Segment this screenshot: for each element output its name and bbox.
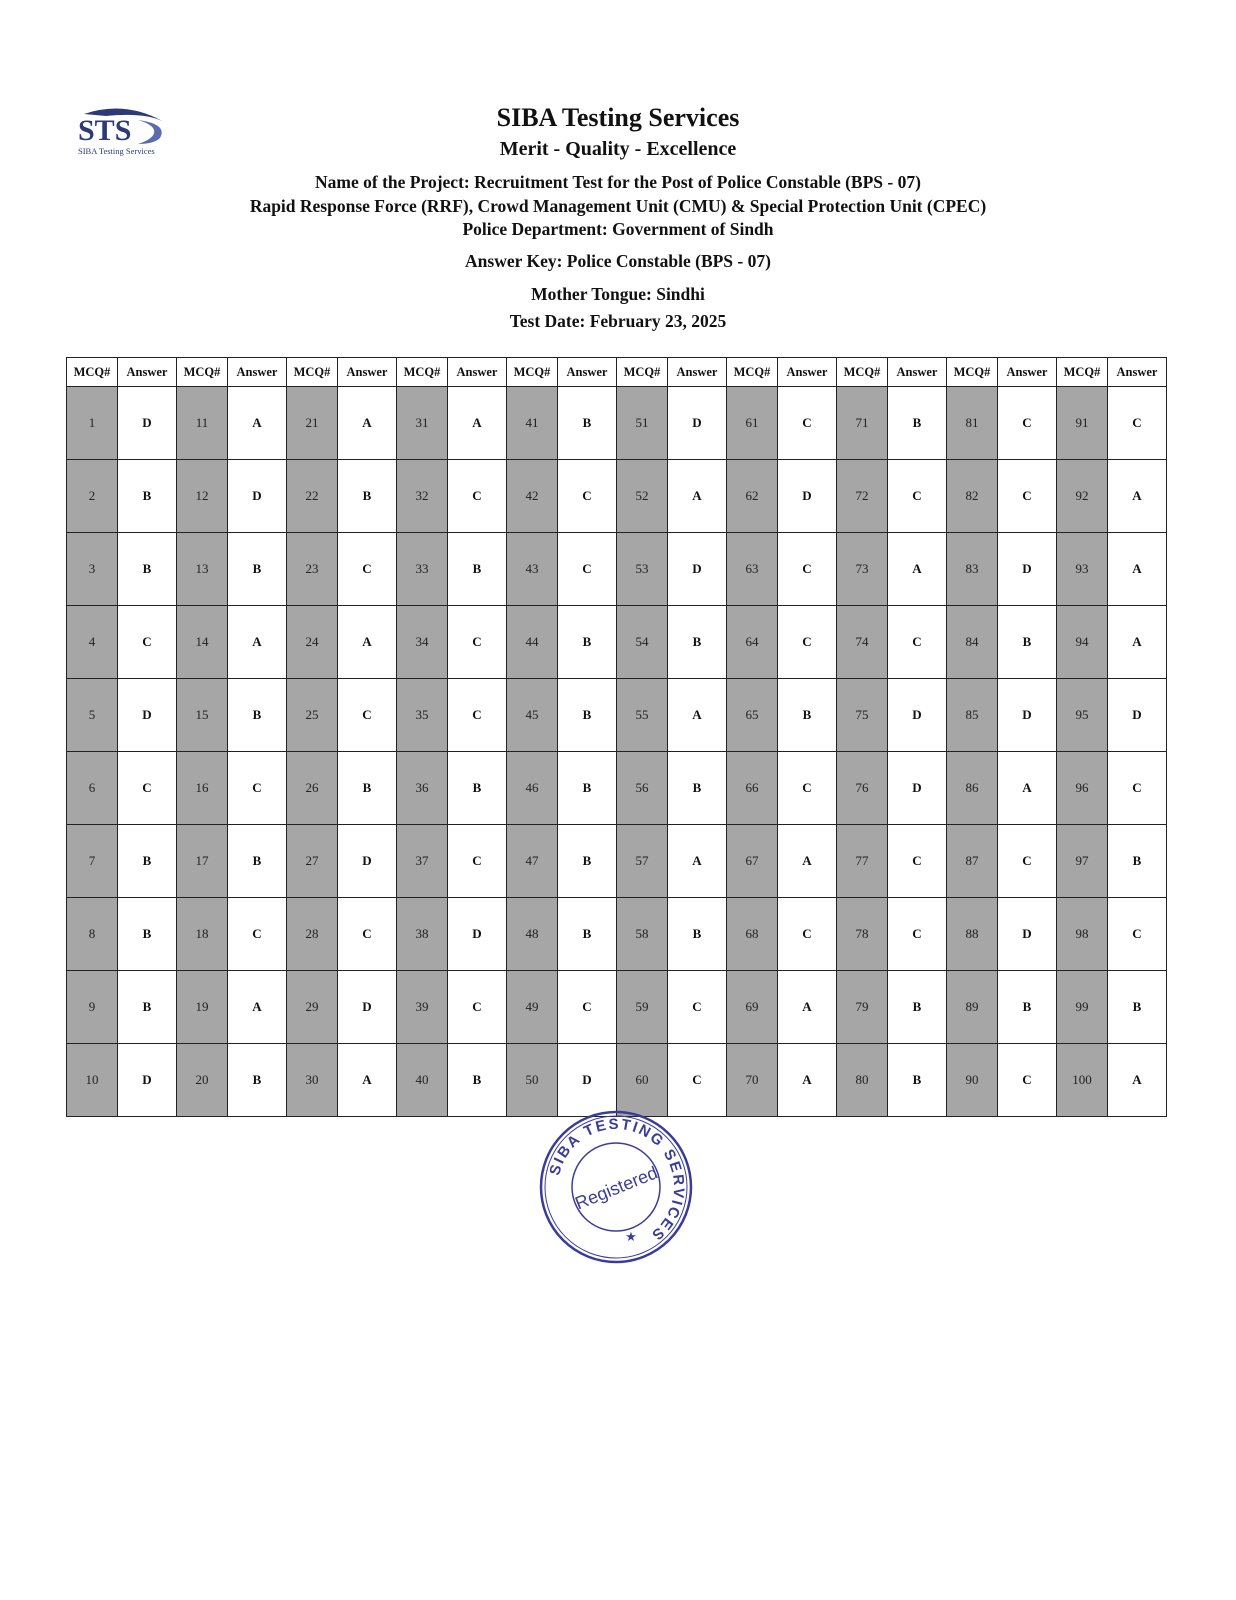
mcq-number: 46	[507, 752, 558, 825]
mcq-answer: C	[998, 460, 1057, 533]
mcq-number: 43	[507, 533, 558, 606]
mcq-number: 42	[507, 460, 558, 533]
mcq-number: 56	[617, 752, 668, 825]
mcq-answer: A	[228, 606, 287, 679]
mcq-number: 6	[67, 752, 118, 825]
mcq-answer: C	[668, 1044, 727, 1117]
mcq-number: 58	[617, 898, 668, 971]
answer-column-header: Answer	[1108, 358, 1167, 387]
mcq-number: 45	[507, 679, 558, 752]
mcq-number: 3	[67, 533, 118, 606]
mcq-number: 30	[287, 1044, 338, 1117]
mcq-number: 51	[617, 387, 668, 460]
mcq-column-header: MCQ#	[947, 358, 998, 387]
table-row	[67, 460, 1167, 533]
mcq-answer: D	[118, 1044, 177, 1117]
mcq-answer: C	[778, 606, 837, 679]
mcq-number: 13	[177, 533, 228, 606]
mcq-answer: B	[558, 387, 617, 460]
mcq-answer: B	[668, 752, 727, 825]
mcq-number: 66	[727, 752, 778, 825]
mcq-answer: B	[778, 679, 837, 752]
mcq-number: 85	[947, 679, 998, 752]
mcq-number: 87	[947, 825, 998, 898]
mcq-number: 20	[177, 1044, 228, 1117]
mcq-number: 50	[507, 1044, 558, 1117]
mcq-number: 41	[507, 387, 558, 460]
mcq-answer: C	[558, 460, 617, 533]
mcq-answer: A	[338, 606, 397, 679]
mcq-answer: C	[888, 898, 947, 971]
mcq-answer: D	[668, 387, 727, 460]
mcq-answer: C	[998, 387, 1057, 460]
mcq-number: 83	[947, 533, 998, 606]
mcq-answer: C	[228, 752, 287, 825]
mcq-number: 12	[177, 460, 228, 533]
answer-column-header: Answer	[888, 358, 947, 387]
mcq-answer: C	[1108, 898, 1167, 971]
project-units: Rapid Response Force (RRF), Crowd Management Unit (CMU) & Special Protection Unit (CPEC)	[249, 196, 987, 216]
table-row	[67, 387, 1167, 460]
mcq-answer: B	[118, 825, 177, 898]
mcq-number: 4	[67, 606, 118, 679]
mcq-column-header: MCQ#	[67, 358, 118, 387]
mcq-number: 98	[1057, 898, 1108, 971]
mcq-answer: A	[668, 825, 727, 898]
mcq-answer: D	[558, 1044, 617, 1117]
mcq-number: 11	[177, 387, 228, 460]
mcq-answer: A	[778, 1044, 837, 1117]
mcq-answer: A	[228, 387, 287, 460]
answer-key-title: Answer Key: Police Constable (BPS - 07)	[465, 251, 771, 271]
mcq-number: 22	[287, 460, 338, 533]
mcq-answer: C	[448, 679, 507, 752]
mcq-answer: D	[668, 533, 727, 606]
mcq-answer: A	[668, 460, 727, 533]
project-name: Name of the Project: Recruitment Test for the Post of Police Constable (BPS - 07)	[315, 172, 921, 192]
mcq-answer: C	[998, 825, 1057, 898]
mcq-number: 96	[1057, 752, 1108, 825]
mcq-number: 1	[67, 387, 118, 460]
mcq-answer: A	[1108, 1044, 1167, 1117]
mcq-number: 71	[837, 387, 888, 460]
mcq-number: 75	[837, 679, 888, 752]
mcq-answer: B	[118, 533, 177, 606]
mcq-answer: D	[888, 679, 947, 752]
mcq-number: 62	[727, 460, 778, 533]
mcq-number: 9	[67, 971, 118, 1044]
mcq-answer: A	[778, 971, 837, 1044]
mcq-number: 90	[947, 1044, 998, 1117]
mcq-answer: A	[998, 752, 1057, 825]
mcq-number: 80	[837, 1044, 888, 1117]
answer-key-table	[66, 357, 1167, 1117]
mcq-number: 100	[1057, 1044, 1108, 1117]
mcq-number: 77	[837, 825, 888, 898]
mcq-answer: B	[668, 606, 727, 679]
mcq-answer: B	[228, 533, 287, 606]
stamp-ring-text: SIBA TESTING SERVICES	[546, 1115, 688, 1245]
mcq-answer: C	[338, 898, 397, 971]
mcq-answer: B	[998, 971, 1057, 1044]
mcq-number: 23	[287, 533, 338, 606]
mcq-number: 67	[727, 825, 778, 898]
mcq-answer: C	[778, 752, 837, 825]
mcq-answer: C	[448, 825, 507, 898]
mcq-number: 70	[727, 1044, 778, 1117]
answer-column-header: Answer	[228, 358, 287, 387]
mcq-column-header: MCQ#	[1057, 358, 1108, 387]
mcq-answer: C	[1108, 387, 1167, 460]
logo-text: STS	[78, 114, 132, 147]
mcq-answer: B	[668, 898, 727, 971]
table-row	[67, 752, 1167, 825]
mcq-number: 99	[1057, 971, 1108, 1044]
mcq-number: 7	[67, 825, 118, 898]
mcq-number: 57	[617, 825, 668, 898]
mcq-answer: D	[338, 971, 397, 1044]
mcq-number: 92	[1057, 460, 1108, 533]
mcq-answer: C	[558, 533, 617, 606]
mcq-answer: C	[668, 971, 727, 1044]
mcq-answer: C	[888, 825, 947, 898]
mcq-answer: C	[998, 1044, 1057, 1117]
mcq-answer: A	[338, 387, 397, 460]
mcq-answer: D	[338, 825, 397, 898]
mcq-number: 38	[397, 898, 448, 971]
mcq-answer: C	[888, 460, 947, 533]
mcq-answer: B	[118, 460, 177, 533]
mcq-number: 81	[947, 387, 998, 460]
mcq-answer: C	[778, 533, 837, 606]
mcq-number: 48	[507, 898, 558, 971]
mcq-answer: D	[998, 679, 1057, 752]
mcq-answer: B	[228, 825, 287, 898]
mcq-answer: C	[118, 606, 177, 679]
mcq-answer: C	[778, 898, 837, 971]
mcq-number: 93	[1057, 533, 1108, 606]
mcq-number: 8	[67, 898, 118, 971]
mcq-number: 15	[177, 679, 228, 752]
mcq-answer: B	[558, 752, 617, 825]
mcq-answer: B	[558, 679, 617, 752]
mcq-number: 53	[617, 533, 668, 606]
mcq-answer: D	[998, 898, 1057, 971]
mcq-answer: C	[448, 971, 507, 1044]
mcq-number: 54	[617, 606, 668, 679]
mcq-answer: C	[448, 606, 507, 679]
mcq-number: 84	[947, 606, 998, 679]
mcq-answer: C	[228, 898, 287, 971]
mcq-answer: D	[1108, 679, 1167, 752]
mcq-number: 18	[177, 898, 228, 971]
motto: Merit - Quality - Excellence	[499, 138, 737, 160]
mother-tongue: Mother Tongue: Sindhi	[531, 284, 705, 304]
mcq-answer: A	[778, 825, 837, 898]
mcq-number: 72	[837, 460, 888, 533]
table-row	[67, 679, 1167, 752]
mcq-number: 37	[397, 825, 448, 898]
mcq-answer: B	[448, 1044, 507, 1117]
mcq-answer: B	[558, 606, 617, 679]
mcq-answer: B	[228, 679, 287, 752]
mcq-answer: C	[118, 752, 177, 825]
mcq-number: 55	[617, 679, 668, 752]
mcq-answer: B	[118, 971, 177, 1044]
mcq-answer: C	[778, 387, 837, 460]
mcq-number: 63	[727, 533, 778, 606]
department: Police Department: Government of Sindh	[462, 219, 774, 239]
mcq-answer: D	[118, 679, 177, 752]
mcq-answer: C	[888, 606, 947, 679]
mcq-number: 10	[67, 1044, 118, 1117]
mcq-answer: D	[118, 387, 177, 460]
stamp-star-icon: ★	[625, 1230, 637, 1245]
mcq-number: 88	[947, 898, 998, 971]
table-row	[67, 898, 1167, 971]
mcq-number: 68	[727, 898, 778, 971]
table-header-row	[67, 358, 1167, 387]
mcq-answer: A	[1108, 460, 1167, 533]
logo-caption: SIBA Testing Services	[78, 146, 155, 156]
mcq-number: 36	[397, 752, 448, 825]
mcq-answer: B	[448, 752, 507, 825]
mcq-number: 91	[1057, 387, 1108, 460]
mcq-number: 74	[837, 606, 888, 679]
stamp-center-text: Registered	[572, 1162, 661, 1214]
mcq-answer: D	[228, 460, 287, 533]
mcq-column-header: MCQ#	[177, 358, 228, 387]
mcq-number: 59	[617, 971, 668, 1044]
mcq-number: 73	[837, 533, 888, 606]
answer-column-header: Answer	[118, 358, 177, 387]
mcq-number: 34	[397, 606, 448, 679]
mcq-number: 39	[397, 971, 448, 1044]
mcq-number: 5	[67, 679, 118, 752]
mcq-answer: C	[338, 679, 397, 752]
mcq-number: 49	[507, 971, 558, 1044]
mcq-number: 2	[67, 460, 118, 533]
answer-column-header: Answer	[338, 358, 397, 387]
org-title: SIBA Testing Services	[496, 103, 740, 132]
mcq-answer: A	[1108, 533, 1167, 606]
mcq-answer: D	[778, 460, 837, 533]
mcq-number: 65	[727, 679, 778, 752]
mcq-number: 76	[837, 752, 888, 825]
mcq-number: 26	[287, 752, 338, 825]
table-row	[67, 825, 1167, 898]
mcq-answer: A	[1108, 606, 1167, 679]
mcq-column-header: MCQ#	[287, 358, 338, 387]
mcq-column-header: MCQ#	[507, 358, 558, 387]
mcq-answer: B	[998, 606, 1057, 679]
mcq-answer: B	[338, 752, 397, 825]
mcq-number: 19	[177, 971, 228, 1044]
mcq-number: 52	[617, 460, 668, 533]
mcq-number: 33	[397, 533, 448, 606]
mcq-answer: D	[888, 752, 947, 825]
mcq-answer: B	[1108, 971, 1167, 1044]
mcq-number: 16	[177, 752, 228, 825]
mcq-answer: B	[888, 1044, 947, 1117]
mcq-number: 14	[177, 606, 228, 679]
mcq-answer: B	[558, 825, 617, 898]
mcq-number: 25	[287, 679, 338, 752]
table-row	[67, 971, 1167, 1044]
mcq-number: 69	[727, 971, 778, 1044]
mcq-column-header: MCQ#	[617, 358, 668, 387]
mcq-number: 27	[287, 825, 338, 898]
mcq-answer: D	[998, 533, 1057, 606]
table-row	[67, 606, 1167, 679]
mcq-number: 64	[727, 606, 778, 679]
mcq-answer: C	[338, 533, 397, 606]
mcq-answer: D	[448, 898, 507, 971]
mcq-answer: B	[228, 1044, 287, 1117]
mcq-answer: A	[448, 387, 507, 460]
mcq-number: 40	[397, 1044, 448, 1117]
answer-column-header: Answer	[668, 358, 727, 387]
mcq-answer: A	[228, 971, 287, 1044]
answer-column-header: Answer	[998, 358, 1057, 387]
mcq-answer: A	[668, 679, 727, 752]
mcq-answer: C	[1108, 752, 1167, 825]
mcq-answer: B	[448, 533, 507, 606]
mcq-column-header: MCQ#	[837, 358, 888, 387]
mcq-number: 31	[397, 387, 448, 460]
mcq-number: 95	[1057, 679, 1108, 752]
mcq-number: 94	[1057, 606, 1108, 679]
answer-column-header: Answer	[778, 358, 837, 387]
mcq-number: 61	[727, 387, 778, 460]
mcq-number: 47	[507, 825, 558, 898]
mcq-number: 28	[287, 898, 338, 971]
mcq-answer: B	[558, 898, 617, 971]
mcq-number: 21	[287, 387, 338, 460]
answer-column-header: Answer	[448, 358, 507, 387]
mcq-column-header: MCQ#	[397, 358, 448, 387]
mcq-number: 86	[947, 752, 998, 825]
mcq-number: 60	[617, 1044, 668, 1117]
mcq-number: 44	[507, 606, 558, 679]
mcq-number: 35	[397, 679, 448, 752]
table-row	[67, 1044, 1167, 1117]
mcq-answer: A	[888, 533, 947, 606]
mcq-number: 89	[947, 971, 998, 1044]
mcq-answer: B	[1108, 825, 1167, 898]
registered-stamp	[537, 1108, 695, 1266]
mcq-answer: C	[448, 460, 507, 533]
answer-column-header: Answer	[558, 358, 617, 387]
mcq-number: 78	[837, 898, 888, 971]
mcq-number: 82	[947, 460, 998, 533]
mcq-answer: B	[888, 971, 947, 1044]
mcq-answer: A	[338, 1044, 397, 1117]
mcq-number: 32	[397, 460, 448, 533]
mcq-answer: C	[558, 971, 617, 1044]
mcq-number: 24	[287, 606, 338, 679]
mcq-column-header: MCQ#	[727, 358, 778, 387]
mcq-answer: B	[888, 387, 947, 460]
mcq-answer: B	[118, 898, 177, 971]
mcq-number: 79	[837, 971, 888, 1044]
mcq-number: 97	[1057, 825, 1108, 898]
test-date: Test Date: February 23, 2025	[509, 311, 727, 331]
mcq-answer: B	[338, 460, 397, 533]
table-row	[67, 533, 1167, 606]
mcq-number: 17	[177, 825, 228, 898]
mcq-number: 29	[287, 971, 338, 1044]
